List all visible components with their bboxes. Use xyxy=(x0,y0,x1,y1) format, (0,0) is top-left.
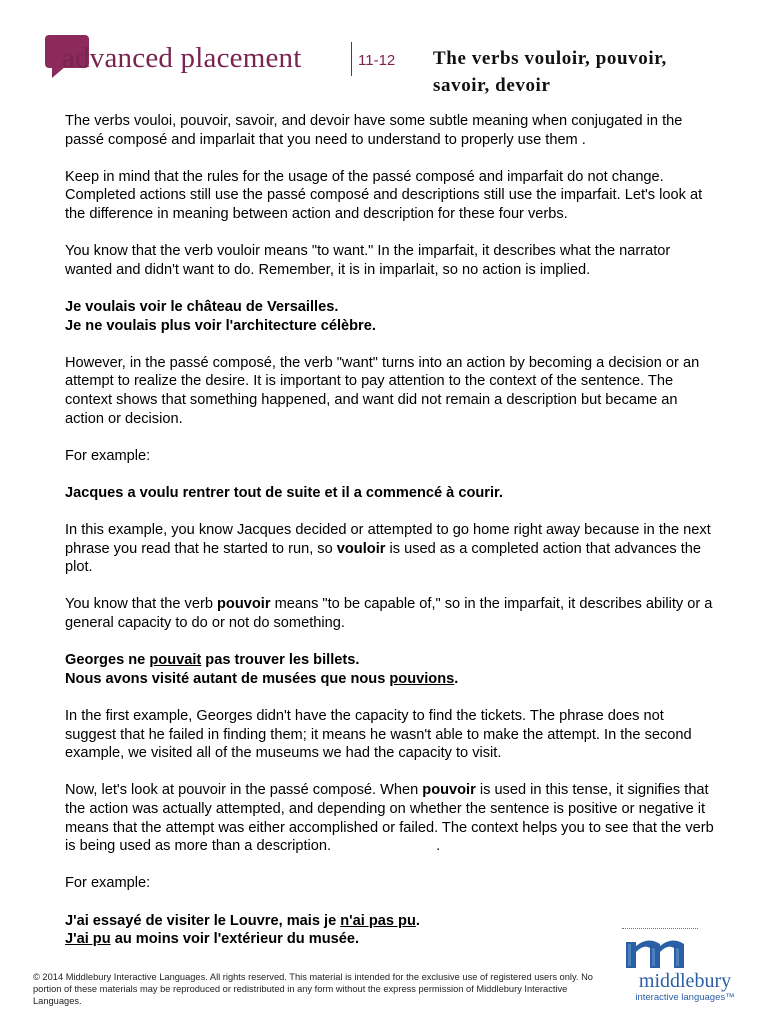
middlebury-wordmark: middlebury xyxy=(638,970,732,992)
keyword: vouloir xyxy=(336,540,386,557)
text-run: is used as a completed action that advances the plot. xyxy=(65,540,702,576)
grade-label: 11-12 xyxy=(358,52,396,69)
title-line-1: The verbs vouloir, pouvoir, xyxy=(433,48,667,69)
georges-explanation-paragraph: In the first example, Georges didn't have the capacity to find the tickets. The phrase does not suggest that he failed in finding them; it means he wasn't able to make the attempt. In the second example, we visited all of the museums we had the capacity to visit. xyxy=(65,708,692,762)
example-sentence: Je ne voulais plus voir l'architecture célèbre. xyxy=(65,317,376,334)
keyword: pouvoir xyxy=(422,782,476,799)
underlined-verb: pouvait xyxy=(149,652,202,669)
text-run: is used in this tense, it signifies that the action was actually attempted, and depending on whether the sentence is positive or negative it means that the attempt was either accomplished or failed. The context helps you to see that the verb is being used as more than a description. xyxy=(65,782,714,855)
text-run: . xyxy=(454,670,459,687)
underlined-verb: pouvions xyxy=(389,670,455,687)
jacques-explanation-paragraph xyxy=(65,521,715,577)
example-block-pouvoir-passe-compose xyxy=(65,912,715,949)
for-example-label: For example: xyxy=(65,447,151,464)
text-run: . xyxy=(436,838,441,855)
example-sentence: Je voulais voir le château de Versailles. xyxy=(65,298,339,315)
example-block-vouloir-imparfait xyxy=(65,298,715,335)
example-block-pouvoir-imparfait xyxy=(65,651,715,688)
rules-paragraph: Keep in mind that the rules for the usage of the passé composé and imparfait do not change. Completed actions still use the passé composé and descriptions still use the imparfait. Let's look at the difference in meaning between action and description for these four verbs. xyxy=(65,168,703,222)
middlebury-logo xyxy=(620,928,750,1008)
pouvoir-imparfait-paragraph xyxy=(65,595,715,632)
underlined-verb: J'ai pu xyxy=(65,931,111,948)
keyword: pouvoir xyxy=(217,596,271,613)
logo-divider xyxy=(351,42,352,76)
underlined-verb: n'ai pas pu xyxy=(340,912,416,929)
vouloir-passe-compose-paragraph: However, in the passé composé, the verb "want" turns into an action by becoming a decision or an attempt to realize the desire. It is important to pay attention to the context of the sentence. The context shows that something happened, and want did not remain a description but became an action or decision. xyxy=(65,354,700,427)
page-header xyxy=(0,0,768,100)
text-run: Nous avons visité autant de musées que nous xyxy=(65,670,390,687)
title-line-2: savoir, devoir xyxy=(433,75,551,96)
text-run: You know that the verb xyxy=(65,596,217,613)
text-run: In this example, you know Jacques decided or attempted to go home right away because in the next phrase you read that he started to run, so xyxy=(65,522,711,557)
middlebury-tagline: interactive languages™ xyxy=(635,992,735,1003)
lesson-body xyxy=(65,112,715,967)
for-example-label: For example: xyxy=(65,875,151,892)
text-run: pas trouver les billets. xyxy=(201,652,360,669)
text-run: Now, let's look at pouvoir in the passé composé. When xyxy=(65,782,423,799)
example-sentence: Jacques a voulu rentrer tout de suite et il a commencé à courir. xyxy=(65,484,503,501)
text-run: . xyxy=(415,912,420,929)
document-title xyxy=(433,45,753,99)
intro-paragraph: The verbs vouloi, pouvoir, savoir, and devoir have some subtle meaning when conjugated in the passé composé and imparlait that you need to understand to properly use them . xyxy=(65,113,683,148)
vouloir-imparfait-paragraph: You know that the verb vouloir means "to want." In the imparfait, it describes what the narrator wanted and didn't want to do. Remember, it is in imparlait, so no action is implied. xyxy=(65,243,671,278)
brand-logo-text: advanced placement xyxy=(62,42,302,74)
copyright-notice: © 2014 Middlebury Interactive Languages. All rights reserved. This material is intended for the exclusive use of registered users only. No portion of these materials may be reproduced or redistributed in any form without the express permission of Middlebury Interactive Languages. xyxy=(33,972,593,1006)
text-run: J'ai essayé de visiter le Louvre, mais je xyxy=(65,912,341,929)
middlebury-m-icon xyxy=(620,932,750,970)
text-run: Georges ne xyxy=(65,652,150,669)
text-run: au moins voir l'extérieur du musée. xyxy=(110,931,360,948)
text-run: means "to be capable of," so in the imparfait, it describes ability or a general capacity to do or not do something. xyxy=(65,596,713,632)
pouvoir-passe-compose-paragraph xyxy=(65,781,715,855)
